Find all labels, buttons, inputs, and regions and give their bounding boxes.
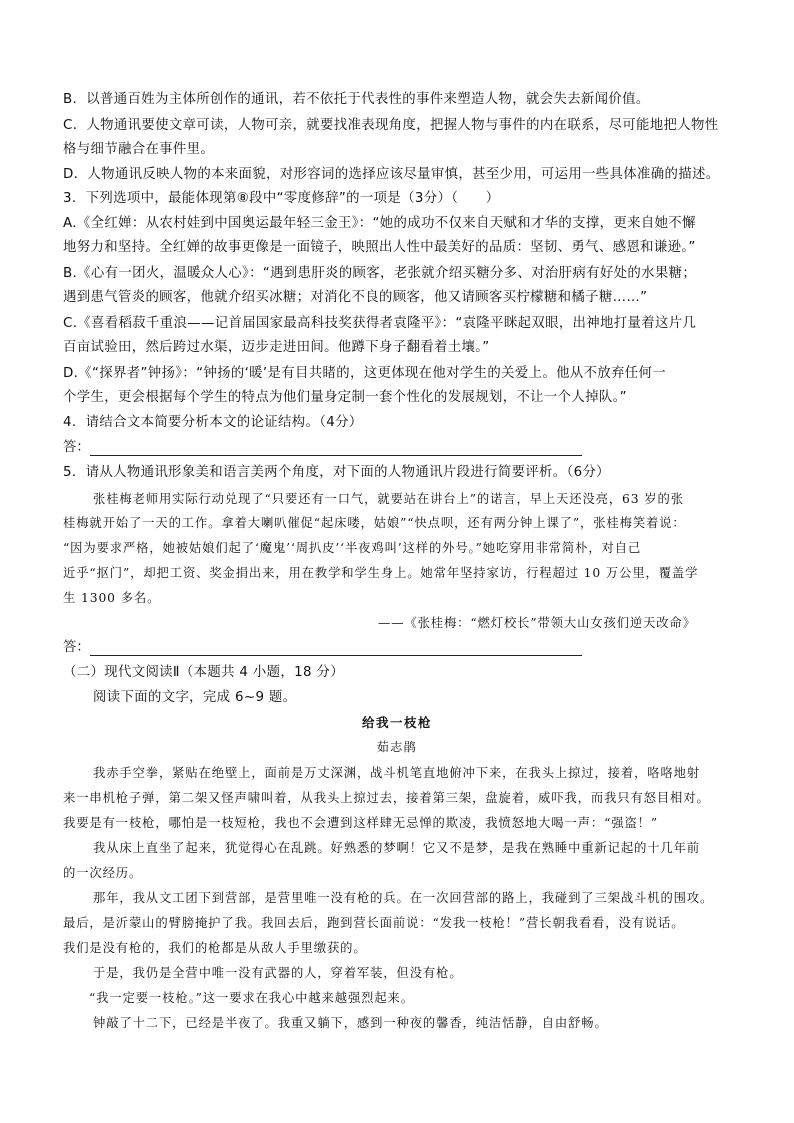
q3-option-d-line-2: 个学生，更会根据每个学生的特点为他们量身定制一套个性化的发展规划，不让一个人掉队。” — [63, 390, 627, 405]
passage-p1-line-2: 来一串机枪子弹，第二架又怪声啸叫着，从我头上掠过去，接着第三架，盘旋着，威吓我，而我只有怒目相对。 — [63, 791, 710, 805]
passage-p5: “我一定要一枝枪。”这一要求在我心中越来越强烈起来。 — [89, 991, 414, 1005]
question-4-stem: 4．请结合文本简要分析本文的论证结构。（4分） — [63, 415, 363, 430]
passage-p4: 于是，我仍是全营中唯一没有武器的人，穿着军装，但没有枪。 — [93, 966, 463, 980]
question-5-stem: 5．请从人物通讯形象美和语言美两个角度，对下面的人物通讯片段进行简要评析。（6分） — [63, 465, 610, 480]
q3-option-c-line-2: 百亩试验田，然后跨过水渠，迈步走进田间。他蹲下身子翻看着土壤。” — [63, 340, 490, 355]
q5-excerpt-line-1: 张桂梅老师用实际行动兑现了“只要还有一口气，就要站在讲台上”的诺言，早上天还没亮，63 岁的张 — [93, 492, 684, 506]
option-d: D．人物通讯反映人物的本来面貌，对形容词的选择应该尽量审慎，甚至少用，可运用一些具体准确的描述。 — [63, 167, 720, 182]
q5-answer-label: 答： — [63, 640, 90, 655]
passage-p2-line-1: 我从床上直坐了起来，犹觉得心在乱跳。好熟悉的梦啊！它又不是梦，是我在熟睡中重新记起的十几年前 — [93, 841, 701, 855]
q3-option-c-line-1: C.《喜看稻菽千重浪——记首届国家最高科技奖获得者袁隆平》：“袁隆平眯起双眼，出神地打量着这片几 — [63, 316, 697, 331]
q5-excerpt-line-2: 桂梅就开始了一天的工作。拿着大喇叭催促“起床喽，姑娘”“快点呗，还有两分钟上课了”，张桂梅笑着说： — [63, 516, 686, 530]
passage-p3-line-3: 我们是没有枪的，我们的枪都是从敌人手里缴获的。 — [63, 941, 367, 955]
passage-p2-line-2: 的一次经历。 — [63, 866, 143, 880]
passage-p3-line-2: 最后，是沂蒙山的臂膀掩护了我。我回去后，跑到营长面前说：“发我一枝枪！”营长朝我看看，没有说话。 — [63, 916, 685, 930]
passage-p6: 钟敲了十二下，已经是半夜了。我重又躺下，感到一种夜的馨香，纯洁恬静，自由舒畅。 — [93, 1016, 608, 1030]
q3-option-b-line-1: B.《心有一团火，温暖众人心》：“遇到患肝炎的顾客，老张就介绍买糖分多、对治肝病有好处的水果糖； — [63, 266, 697, 281]
passage-p1-line-3: 我要是有一枝枪，哪怕是一枝短枪，我也不会遭到这样肆无忌惮的欺凌，我愤怒地大喝一声：“强盗！” — [63, 816, 659, 830]
q4-answer-label: 答： — [63, 440, 90, 455]
q3-option-a-line-1: A.《全红婵：从农村娃到中国奥运最年轻三金王》：“她的成功不仅来自天赋和才华的支撑，更来自她不懈 — [63, 216, 696, 231]
option-c-line-2: 格与细节融合在事件里。 — [63, 142, 215, 157]
option-c-line-1: C．人物通讯要使文章可读，人物可亲，就要找准表现角度，把握人物与事件的内在联系，尽可能地把人物性 — [63, 118, 719, 133]
passage-title: 给我一枝枪 — [361, 715, 432, 730]
section-2-heading: （二）现代文阅读Ⅱ（本题共 4 小题，18 分） — [63, 665, 344, 680]
passage-p3-line-1: 那年，我从文工团下到营部，是营里唯一没有枪的兵。在一次回营部的路上，我碰到了三架战斗机的围攻。 — [93, 891, 714, 905]
passage-author: 茹志鹃 — [376, 740, 418, 754]
section-2-instruction: 阅读下面的文字，完成 6~9 题。 — [93, 690, 297, 705]
question-3-stem: 3．下列选项中，最能体现第⑧段中“零度修辞”的一项是（3分）（ ） — [63, 191, 500, 206]
passage-p1-line-1: 我赤手空拳，紧贴在绝壁上，面前是万丈深渊，战斗机笔直地俯冲下来，在我头上掠过，接着，咯咯地射 — [93, 766, 701, 780]
q5-excerpt-line-5: 生 1300 多名。 — [63, 591, 161, 605]
q5-excerpt-line-3: “因为要求严格，她被姑娘们起了‘魔鬼’‘周扒皮’‘半夜鸡叫’这样的外号。”她吃穿用非常简朴，对自己 — [63, 541, 642, 555]
q5-excerpt-source: ——《张桂梅：“燃灯校长”带领大山女孩们逆天改命》 — [378, 616, 696, 630]
q3-option-a-line-2: 地努力和坚持。全红婵的故事更像是一面镜子，映照出人性中最美好的品质：坚韧、勇气、感恩和谦逊。” — [63, 240, 696, 255]
q4-answer-line[interactable] — [90, 455, 582, 456]
q3-option-d-line-1: D.《“探界者”钟扬》：“钟扬的‘暖’是有目共睹的，这更体现在他对学生的关爱上。他从不放弃任何一 — [63, 366, 667, 381]
q3-option-b-line-2: 遇到患气管炎的顾客，他就介绍买冰糖；对消化不良的顾客，他又请顾客买柠檬糖和橘子糖……” — [63, 290, 648, 305]
q5-answer-line[interactable] — [90, 655, 582, 656]
q5-excerpt-line-4: 近乎“抠门”，却把工资、奖金捐出来，用在教学和学生身上。她常年坚持家访，行程超过 10 万公里，覆盖学 — [63, 566, 699, 580]
option-b: B．以普通百姓为主体所创作的通讯，若不依托于代表性的事件来塑造人物，就会失去新闻价值。 — [63, 92, 650, 107]
